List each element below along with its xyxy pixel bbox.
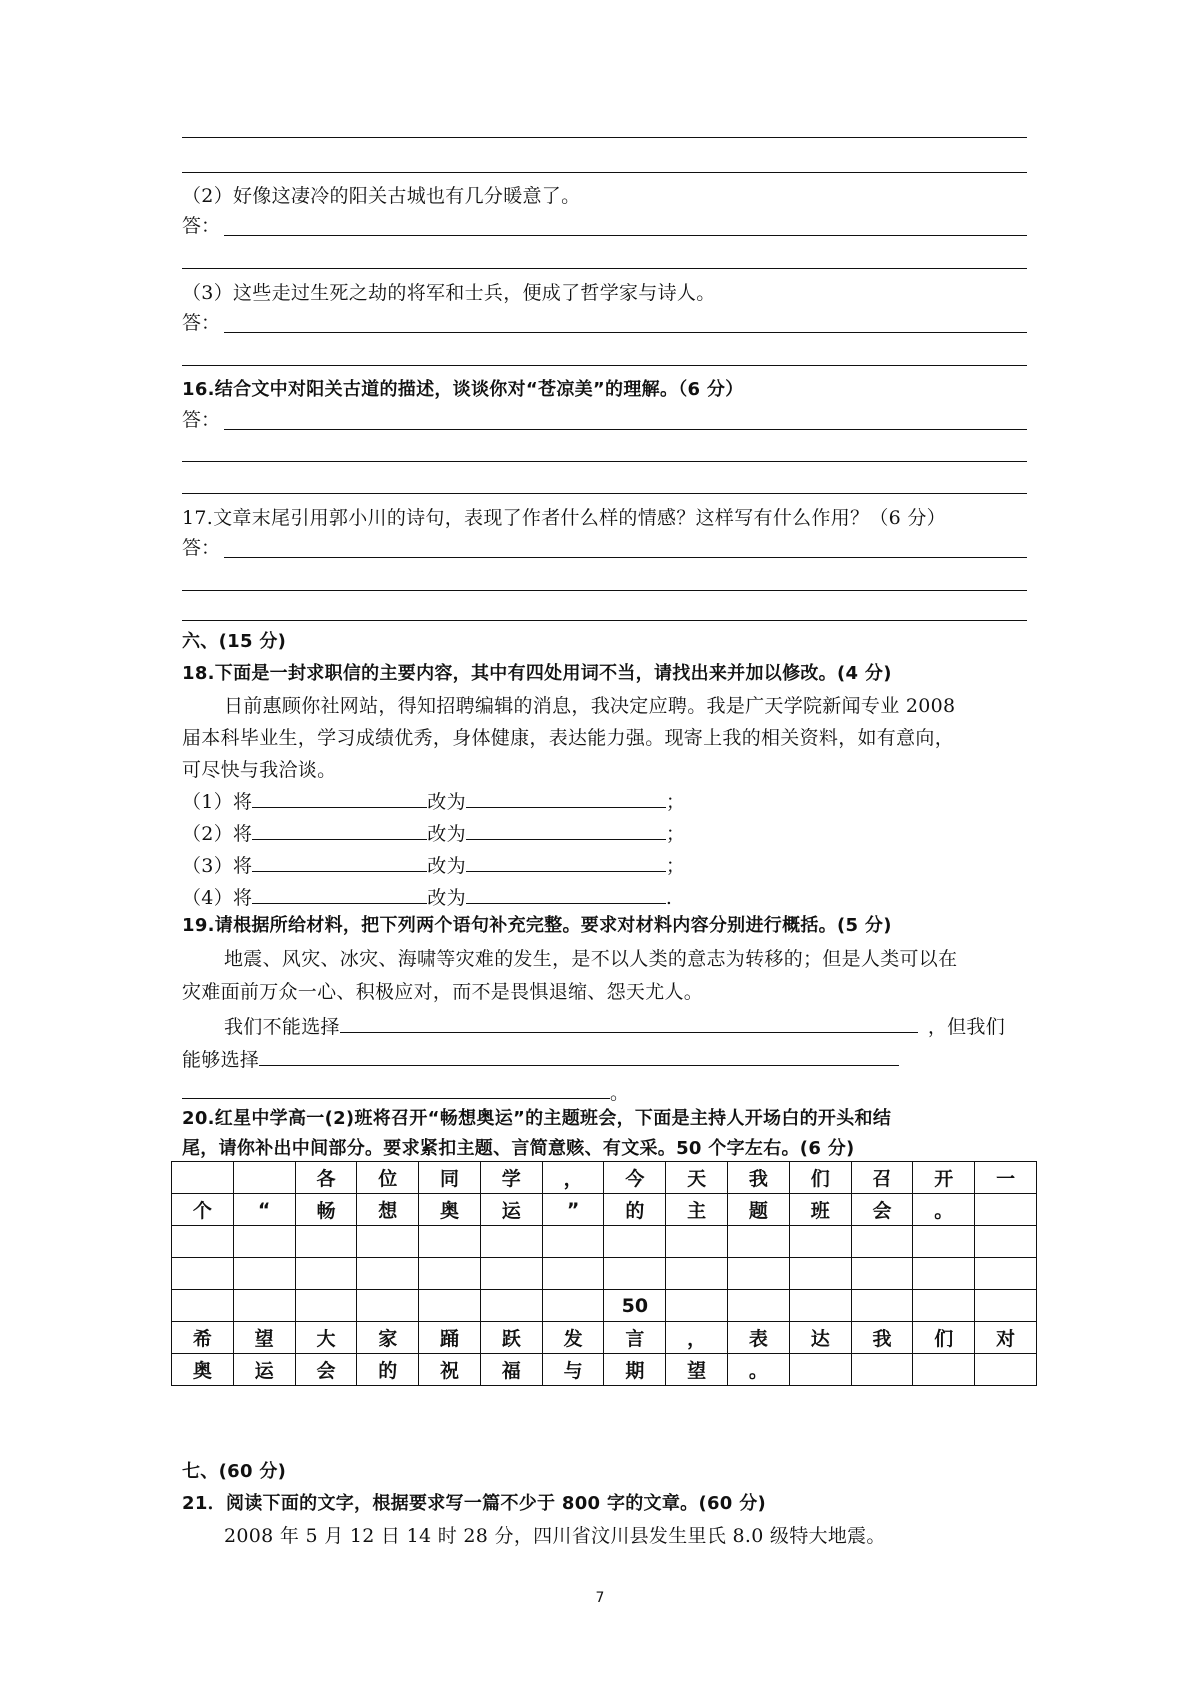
grid-cell[interactable]: 祝: [419, 1354, 481, 1386]
grid-cell[interactable]: 达: [789, 1322, 851, 1354]
q19-fill-line-1: [224, 1012, 1005, 1040]
grid-cell[interactable]: 。: [728, 1354, 790, 1386]
grid-cell[interactable]: 们: [789, 1162, 851, 1194]
fill-blank[interactable]: [466, 819, 666, 840]
grid-cell[interactable]: [913, 1226, 975, 1258]
grid-cell[interactable]: ，: [542, 1162, 604, 1194]
grid-cell[interactable]: [975, 1194, 1037, 1226]
q20-stem-line-2: 尾，请你补出中间部分。要求紧扣主题、言简意赅、有文采。50 个字左右。(6 分): [182, 1138, 855, 1159]
grid-cell[interactable]: [233, 1290, 295, 1322]
grid-cell[interactable]: 运: [233, 1354, 295, 1386]
grid-cell[interactable]: 主: [666, 1194, 728, 1226]
grid-cell[interactable]: 想: [357, 1194, 419, 1226]
grid-cell[interactable]: [851, 1354, 913, 1386]
grid-cell[interactable]: 今: [604, 1162, 666, 1194]
grid-cell[interactable]: [419, 1226, 481, 1258]
grid-cell[interactable]: 学: [480, 1162, 542, 1194]
fill-blank[interactable]: [466, 851, 666, 872]
grid-cell[interactable]: [913, 1354, 975, 1386]
grid-row: [172, 1194, 1037, 1226]
grid-cell[interactable]: 我: [728, 1162, 790, 1194]
q18-passage-line: 可尽快与我洽谈。: [182, 759, 337, 781]
answer-row[interactable]: [182, 535, 1027, 561]
grid-cell[interactable]: 题: [728, 1194, 790, 1226]
grid-cell[interactable]: 奥: [172, 1354, 234, 1386]
answer-label: 答：: [182, 312, 221, 334]
grid-cell[interactable]: [172, 1290, 234, 1322]
grid-row: [172, 1354, 1037, 1386]
fill-start: 能够选择: [182, 1049, 260, 1071]
item-mid: 改为: [427, 887, 466, 909]
q19-fill-line-3: [182, 1078, 629, 1106]
grid-cell[interactable]: [666, 1226, 728, 1258]
grid-cell[interactable]: [357, 1226, 419, 1258]
answer-label: 答：: [182, 537, 221, 559]
answer-line: [182, 461, 1027, 462]
grid-cell[interactable]: [913, 1258, 975, 1290]
section-7-heading: 七、(60 分): [182, 1461, 287, 1482]
grid-cell[interactable]: [172, 1226, 234, 1258]
grid-cell[interactable]: [172, 1258, 234, 1290]
item-end: ；: [665, 855, 686, 877]
fill-end: 。: [610, 1082, 630, 1104]
q15-item-3: （3）这些走过生死之劫的将军和士兵，便成了哲学家与诗人。: [182, 282, 716, 304]
answer-label: 答：: [182, 409, 221, 431]
grid-cell[interactable]: 天: [666, 1162, 728, 1194]
grid-cell[interactable]: [480, 1226, 542, 1258]
grid-cell[interactable]: [295, 1290, 357, 1322]
grid-cell[interactable]: [357, 1258, 419, 1290]
q19-passage-line: 地震、风灾、冰灾、海啸等灾难的发生，是不以人类的意志为转移的；但是人类可以在: [224, 948, 958, 970]
q18-item-2: [182, 819, 685, 847]
answer-row[interactable]: [182, 407, 1027, 433]
grid-cell[interactable]: [233, 1226, 295, 1258]
answer-row[interactable]: [182, 310, 1027, 336]
q18-item-1: [182, 787, 685, 815]
grid-cell[interactable]: 同: [419, 1162, 481, 1194]
grid-cell[interactable]: 位: [357, 1162, 419, 1194]
answer-line: [182, 172, 1027, 173]
grid-cell[interactable]: [542, 1290, 604, 1322]
grid-cell[interactable]: 一: [975, 1162, 1037, 1194]
writing-grid[interactable]: [171, 1161, 1037, 1386]
grid-cell[interactable]: [604, 1258, 666, 1290]
grid-cell[interactable]: 踊: [419, 1322, 481, 1354]
q15-item-2: （2）好像这凄冷的阳关古城也有几分暖意了。: [182, 185, 581, 207]
item-mid: 改为: [427, 855, 466, 877]
item-end: ；: [665, 791, 686, 813]
q21-passage: 2008 年 5 月 12 日 14 时 28 分，四川省汶川县发生里氏 8.0 级特大地震。: [224, 1525, 886, 1547]
answer-line: [182, 590, 1027, 591]
grid-cell[interactable]: 会: [295, 1354, 357, 1386]
fill-blank[interactable]: [252, 819, 427, 840]
fill-blank[interactable]: [252, 883, 427, 904]
fill-blank[interactable]: [252, 787, 427, 808]
item-mid: 改为: [427, 823, 466, 845]
grid-cell[interactable]: 50: [604, 1290, 666, 1322]
answer-line: [224, 235, 1027, 236]
q18-stem: 18.下面是一封求职信的主要内容，其中有四处用词不当，请找出来并加以修改。(4 分): [182, 663, 892, 684]
item-number: （2）将: [182, 823, 253, 845]
q19-stem: 19.请根据所给材料，把下列两个语句补充完整。要求对材料内容分别进行概括。(5 分): [182, 915, 892, 936]
answer-row[interactable]: [182, 213, 1027, 239]
fill-blank[interactable]: [182, 1078, 610, 1099]
q19-passage-line: 灾难面前万众一心、积极应对，而不是畏惧退缩、怨天尤人。: [182, 981, 704, 1003]
grid-cell[interactable]: [975, 1258, 1037, 1290]
grid-cell[interactable]: 的: [604, 1194, 666, 1226]
grid-cell[interactable]: [542, 1258, 604, 1290]
fill-blank[interactable]: [340, 1012, 918, 1033]
grid-cell[interactable]: 班: [789, 1194, 851, 1226]
q18-item-3: [182, 851, 685, 879]
grid-cell[interactable]: [480, 1290, 542, 1322]
grid-cell[interactable]: [789, 1290, 851, 1322]
item-end: .: [665, 887, 673, 909]
grid-cell[interactable]: [789, 1226, 851, 1258]
fill-start: 我们不能选择: [224, 1016, 340, 1038]
fill-blank[interactable]: [259, 1045, 899, 1066]
item-number: （4）将: [182, 887, 253, 909]
grid-cell[interactable]: ”: [542, 1194, 604, 1226]
grid-cell[interactable]: [357, 1290, 419, 1322]
answer-line: [182, 365, 1027, 366]
fill-blank[interactable]: [252, 851, 427, 872]
q18-passage-line: 届本科毕业生，学习成绩优秀，身体健康，表达能力强。现寄上我的相关资料，如有意向，: [182, 727, 955, 749]
grid-cell[interactable]: 召: [851, 1162, 913, 1194]
grid-cell[interactable]: [975, 1354, 1037, 1386]
answer-line: [182, 268, 1027, 269]
grid-cell[interactable]: [666, 1290, 728, 1322]
page-number: 7: [595, 1590, 605, 1606]
grid-cell[interactable]: [851, 1290, 913, 1322]
grid-cell[interactable]: [295, 1226, 357, 1258]
item-number: （1）将: [182, 791, 253, 813]
q20-stem-line-1: 20.红星中学高一(2)班将召开“畅想奥运”的主题班会，下面是主持人开场白的开头和结: [182, 1108, 892, 1129]
grid-cell[interactable]: 运: [480, 1194, 542, 1226]
answer-line: [224, 332, 1027, 333]
q21-stem: 21．阅读下面的文字，根据要求写一篇不少于 800 字的文章。(60 分): [182, 1493, 767, 1514]
q16-stem: 16.结合文中对阳关古道的描述，谈谈你对“苍凉美”的理解。（6 分）: [182, 379, 744, 400]
grid-row: [172, 1322, 1037, 1354]
grid-row: [172, 1290, 1037, 1322]
grid-cell[interactable]: 发: [542, 1322, 604, 1354]
fill-blank[interactable]: [466, 787, 666, 808]
grid-cell[interactable]: [913, 1290, 975, 1322]
grid-cell[interactable]: 言: [604, 1322, 666, 1354]
grid-cell[interactable]: 望: [233, 1322, 295, 1354]
grid-cell[interactable]: ，: [666, 1322, 728, 1354]
fill-blank[interactable]: [466, 883, 666, 904]
grid-cell[interactable]: [975, 1290, 1037, 1322]
grid-row: [172, 1226, 1037, 1258]
grid-cell[interactable]: 期: [604, 1354, 666, 1386]
q18-passage-line: 日前惠顾你社网站，得知招聘编辑的消息，我决定应聘。我是广天学院新闻专业 2008: [224, 695, 956, 717]
grid-cell[interactable]: 希: [172, 1322, 234, 1354]
grid-cell[interactable]: 奥: [419, 1194, 481, 1226]
grid-cell[interactable]: 表: [728, 1322, 790, 1354]
grid-cell[interactable]: [975, 1226, 1037, 1258]
grid-cell[interactable]: 的: [357, 1354, 419, 1386]
item-end: ；: [665, 823, 686, 845]
q18-item-4: [182, 883, 672, 911]
grid-cell[interactable]: [728, 1226, 790, 1258]
grid-cell[interactable]: 跃: [480, 1322, 542, 1354]
grid-cell[interactable]: 对: [975, 1322, 1037, 1354]
answer-line: [224, 557, 1027, 558]
grid-cell[interactable]: 家: [357, 1322, 419, 1354]
grid-cell[interactable]: [789, 1354, 851, 1386]
grid-cell[interactable]: [419, 1290, 481, 1322]
grid-cell[interactable]: 与: [542, 1354, 604, 1386]
grid-cell[interactable]: 望: [666, 1354, 728, 1386]
grid-cell[interactable]: 我: [851, 1322, 913, 1354]
q17-stem: 17.文章末尾引用郭小川的诗句，表现了作者什么样的情感？这样写有什么作用？（6 分）: [182, 507, 946, 529]
answer-line: [182, 620, 1027, 621]
answer-line: [224, 429, 1027, 430]
grid-row: [172, 1162, 1037, 1194]
item-number: （3）将: [182, 855, 253, 877]
grid-cell[interactable]: 个: [172, 1194, 234, 1226]
answer-label: 答：: [182, 215, 221, 237]
answer-line: [182, 137, 1027, 138]
grid-cell[interactable]: 畅: [295, 1194, 357, 1226]
grid-cell[interactable]: [604, 1226, 666, 1258]
grid-cell[interactable]: [419, 1258, 481, 1290]
grid-cell[interactable]: [728, 1290, 790, 1322]
grid-cell[interactable]: [233, 1162, 295, 1194]
grid-cell[interactable]: [480, 1258, 542, 1290]
grid-cell[interactable]: 们: [913, 1322, 975, 1354]
grid-cell[interactable]: [851, 1258, 913, 1290]
grid-row: [172, 1258, 1037, 1290]
q19-fill-line-2: [182, 1045, 899, 1073]
grid-cell[interactable]: 大: [295, 1322, 357, 1354]
grid-cell[interactable]: 各: [295, 1162, 357, 1194]
item-mid: 改为: [427, 791, 466, 813]
grid-cell[interactable]: 福: [480, 1354, 542, 1386]
grid-cell[interactable]: 开: [913, 1162, 975, 1194]
grid-cell[interactable]: [172, 1162, 234, 1194]
grid-cell[interactable]: [233, 1258, 295, 1290]
grid-cell[interactable]: 会: [851, 1194, 913, 1226]
grid-cell[interactable]: [851, 1226, 913, 1258]
section-6-heading: 六、(15 分): [182, 631, 287, 652]
grid-cell[interactable]: [666, 1258, 728, 1290]
fill-end: ，但我们: [927, 1016, 1006, 1038]
grid-cell[interactable]: [295, 1258, 357, 1290]
grid-cell[interactable]: [542, 1226, 604, 1258]
answer-line: [182, 493, 1027, 494]
grid-cell[interactable]: “: [233, 1194, 295, 1226]
grid-cell[interactable]: [728, 1258, 790, 1290]
grid-cell[interactable]: [789, 1258, 851, 1290]
grid-cell[interactable]: 。: [913, 1194, 975, 1226]
